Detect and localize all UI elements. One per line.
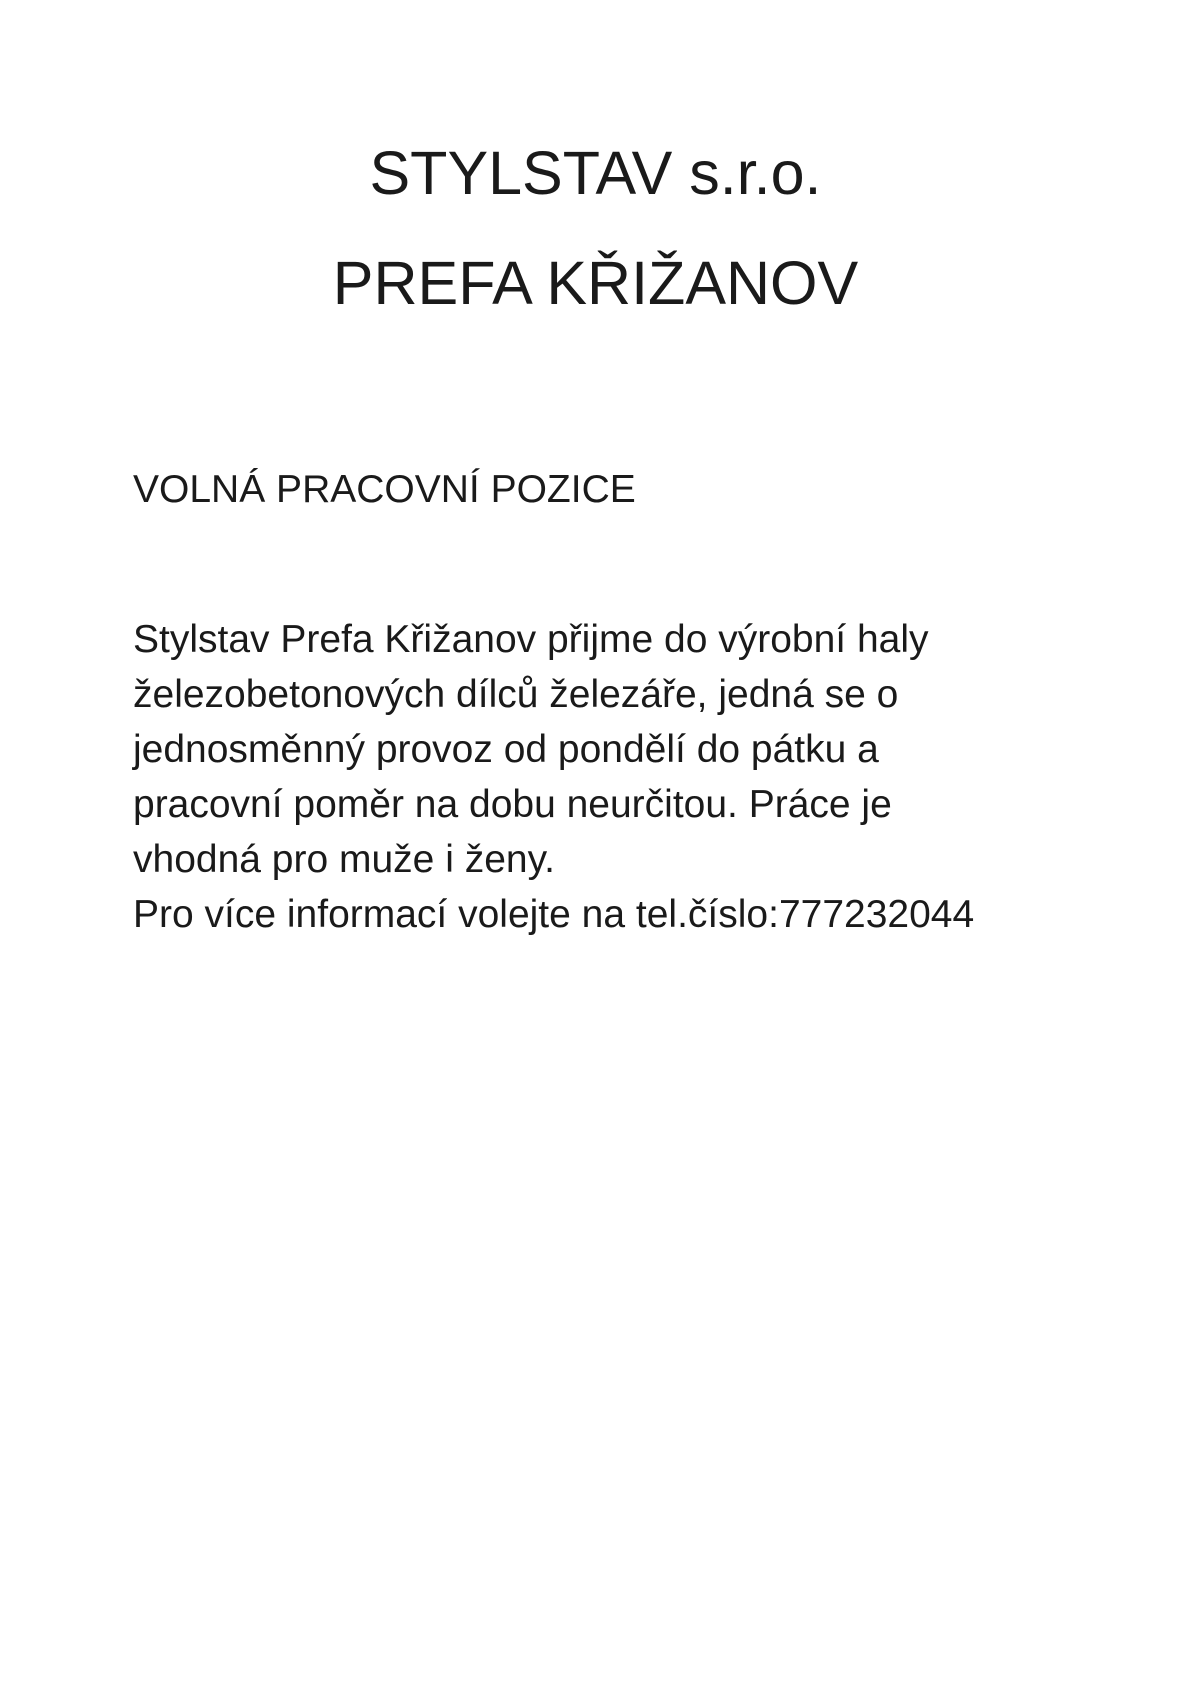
vacancy-section-heading: VOLNÁ PRACOVNÍ POZICE: [133, 468, 636, 511]
job-description-line: železobetonových dílců železáře, jedná se o: [133, 673, 899, 716]
job-description-line: pracovní poměr na dobu neurčitou. Práce je: [133, 783, 892, 826]
company-name-title: STYLSTAV s.r.o.: [369, 139, 822, 207]
plant-name-title: PREFA KŘIŽANOV: [332, 249, 859, 317]
job-description-paragraph: [133, 612, 1131, 942]
job-description-line: vhodná pro muže i ženy.: [133, 838, 556, 881]
contact-phone-line: Pro více informací volejte na tel.číslo:777232044: [133, 893, 975, 936]
job-description-line: Stylstav Prefa Křižanov přijme do výrobní haly: [133, 618, 929, 661]
document-title-block: [0, 118, 1191, 338]
job-description-line: jednosměnný provoz od pondělí do pátku a: [133, 728, 879, 771]
